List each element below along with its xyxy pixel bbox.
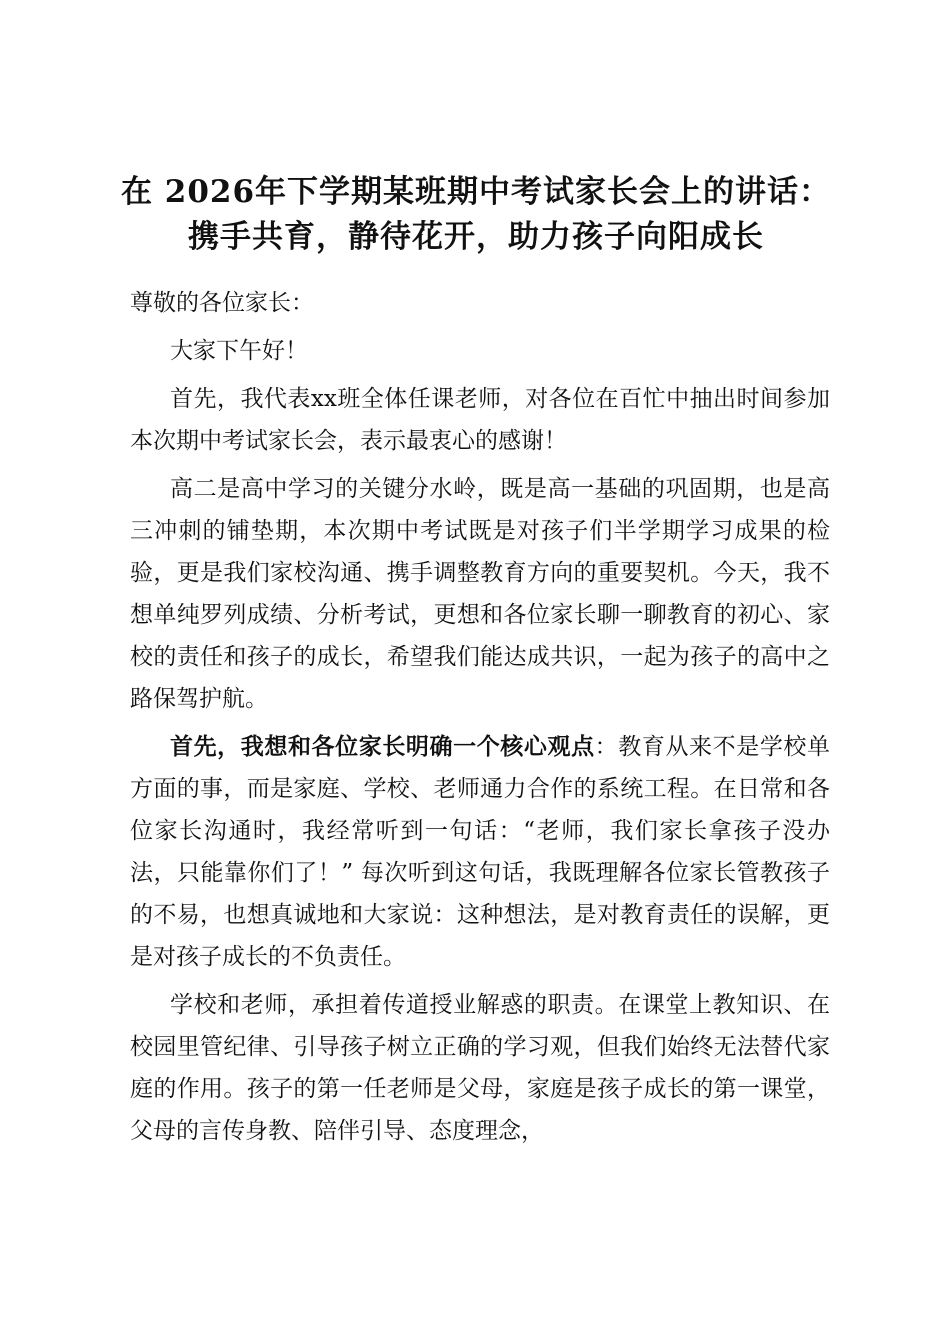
paragraph-school-role: 学校和老师，承担着传道授业解惑的职责。在课堂上教知识、在校园里管纪律、引导孩子树立正确的学习观，但我们始终无法替代家庭的作用。孩子的第一任老师是父母，家庭是孩子成长的第一课堂，父母的言传身教、陪伴引导、态度理念， bbox=[130, 992, 830, 1144]
salutation: 尊敬的各位家长： bbox=[130, 290, 314, 316]
core-view-lead: 首先，我想和各位家长明确一个核心观点 bbox=[170, 733, 595, 760]
greeting: 大家下午好！ bbox=[170, 338, 308, 364]
paragraph-core-view bbox=[130, 726, 830, 978]
paragraph-grade-two: 高二是高中学习的关键分水岭，既是高一基础的巩固期，也是高三冲刺的铺垫期，本次期中考试既是对孩子们半学期学习成果的检验，更是我们家校沟通、携手调整教育方向的重要契机。今天，我不想单纯罗列成绩、分析考试，更想和各位家长聊一聊教育的初心、家校的责任和孩子的成长，希望我们能达成共识，一起为孩子的高中之路保驾护航。 bbox=[130, 476, 830, 712]
core-view-text: ：教育从来不是学校单方面的事，而是家庭、学校、老师通力合作的系统工程。在日常和各位家长沟通时，我经常听到一句话：“老师，我们家长拿孩子没办法，只能靠你们了！” 每次听到这句话，我既理解各位家长管教孩子的不易，也想真诚地和大家说：这种想法，是对教育责任的误解，更是对孩子成长的不负责任。 bbox=[130, 734, 831, 970]
document-body bbox=[130, 282, 830, 1152]
document-title: 在 2026年下学期某班期中考试家长会上的讲话：携手共育，静待花开，助力孩子向阳成长 bbox=[120, 174, 832, 255]
paragraph-thanks: 首先，我代表xx班全体任课老师，对各位在百忙中抽出时间参加本次期中考试家长会，表示最衷心的感谢！ bbox=[130, 386, 830, 454]
